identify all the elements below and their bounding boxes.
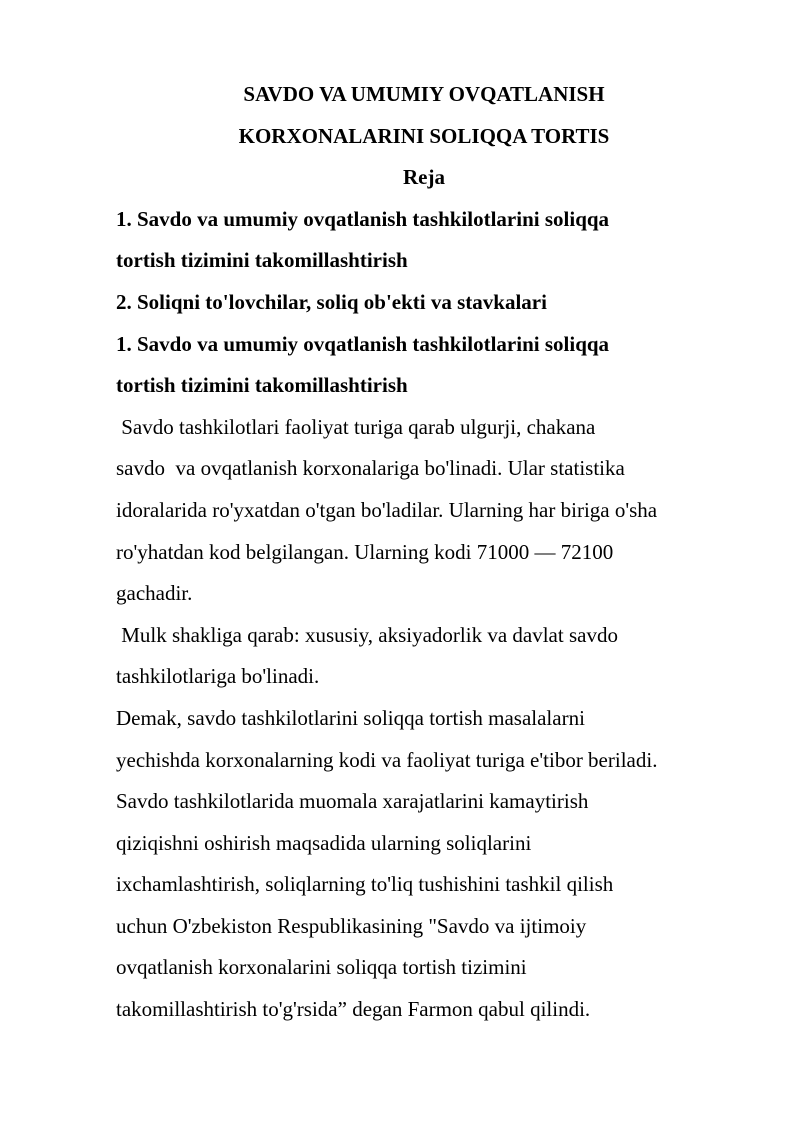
paragraph-3-line-6: uchun O'zbekiston Respublikasining "Savdo va ijtimoiy: [116, 913, 587, 938]
paragraph-3-line-4: qiziqishni oshirish maqsadida ularning soliqlarini: [116, 830, 532, 855]
paragraph-3-line-7: ovqatlanish korxonalarini soliqqa tortish tizimini: [116, 955, 527, 980]
paragraph-3-line-8: takomillashtirish to'g'rsida” degan Farmon qabul qilindi.: [116, 997, 591, 1022]
document-title-line-2: KORXONALARINI SOLIQQA TORTIS: [238, 123, 610, 148]
document-title-line-1: SAVDO VA UMUMIY OVQATLANISH: [243, 82, 605, 106]
plan-item-1-line-1: 1. Savdo va umumiy ovqatlanish tashkilotlarini soliqqa: [116, 206, 610, 231]
paragraph-1-line-5: gachadir.: [116, 581, 193, 606]
paragraph-1-line-2: savdo va ovqatlanish korxonalariga bo'linadi. Ular statistika: [116, 456, 625, 481]
paragraph-3-line-1: Demak, savdo tashkilotlarini soliqqa tortish masalalarni: [116, 705, 585, 730]
paragraph-2-line-1: Mulk shakliga qarab: xususiy, aksiyadorlik va davlat savdo: [116, 622, 618, 647]
paragraph-3-line-2: yechishda korxonalarning kodi va faoliyat turiga e'tibor beriladi.: [116, 747, 658, 772]
paragraph-2-line-2: tashkilotlariga bo'linadi.: [116, 664, 320, 689]
document-page: [116, 74, 746, 1031]
plan-item-1-line-2: tortish tizimini takomillashtirish: [116, 248, 408, 273]
paragraph-1-line-1: Savdo tashkilotlari faoliyat turiga qarab ulgurji, chakana: [116, 414, 596, 439]
paragraph-1-line-4: ro'yhatdan kod belgilangan. Ularning kodi 71000 — 72100: [116, 539, 614, 564]
section-heading-line-2: tortish tizimini takomillashtirish: [116, 373, 408, 398]
section-heading-line-1: 1. Savdo va umumiy ovqatlanish tashkilotlarini soliqqa: [116, 331, 610, 356]
paragraph-3-line-3: Savdo tashkilotlarida muomala xarajatlarini kamaytirish: [116, 789, 589, 814]
paragraph-3-line-5: ixchamlashtirish, soliqlarning to'liq tushishini tashkil qilish: [116, 872, 614, 897]
plan-heading: Reja: [403, 165, 445, 190]
paragraph-1-line-3: idoralarida ro'yxatdan o'tgan bo'ladilar. Ularning har biriga o'sha: [116, 497, 658, 522]
plan-item-2-line-1: 2. Soliqni to'lovchilar, soliq ob'ekti va stavkalari: [116, 289, 547, 314]
